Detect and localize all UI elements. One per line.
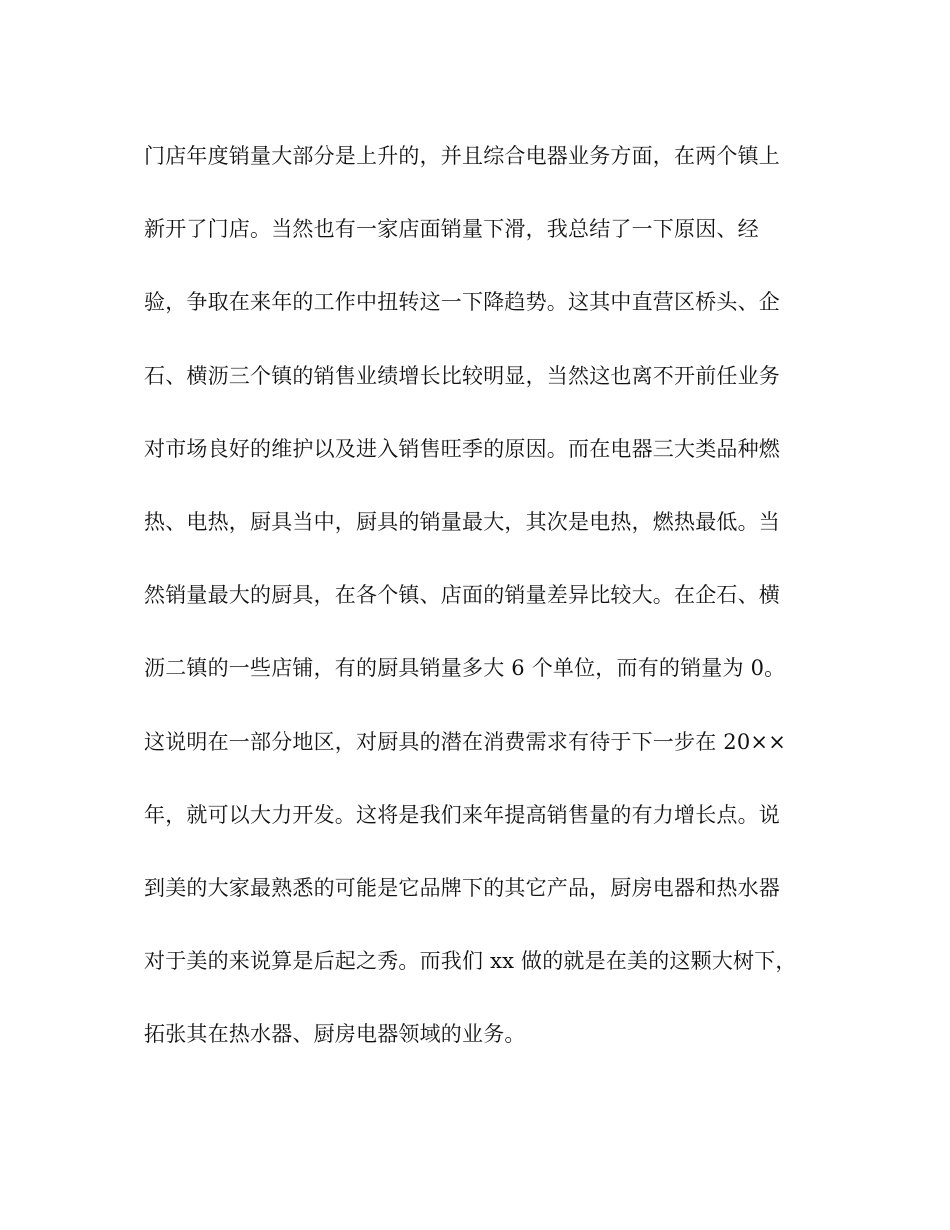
paragraph-line: 验，争取在来年的工作中扭转这一下降趋势。这其中直营区桥头、企 <box>144 290 780 315</box>
paragraph-line: 热、电热，厨具当中，厨具的销量最大，其次是电热，燃热最低。当 <box>144 509 780 534</box>
paragraph-line: 拓张其在热水器、厨房电器领域的业务。 <box>144 1022 526 1047</box>
paragraph-line: 新开了门店。当然也有一家店面销量下滑，我总结了一下原因、经 <box>144 217 759 242</box>
paragraph-line: 对市场良好的维护以及进入销售旺季的原因。而在电器三大类品种燃 <box>144 436 780 461</box>
paragraph-line: 门店年度销量大部分是上升的，并且综合电器业务方面，在两个镇上 <box>144 144 780 168</box>
body-paragraph <box>144 136 814 1087</box>
paragraph-line: 然销量最大的厨具，在各个镇、店面的销量差异比较大。在企石、横 <box>144 583 780 608</box>
paragraph-line: 沥二镇的一些店铺，有的厨具销量多大 6 个单位，而有的销量为 0。 <box>144 656 786 681</box>
paragraph-line: 年，就可以大力开发。这将是我们来年提高销售量的有力增长点。说 <box>144 802 780 827</box>
paragraph-line: 对于美的来说算是后起之秀。而我们 xx 做的就是在美的这颗大树下， <box>144 949 797 974</box>
paragraph-line: 石、横沥三个镇的销售业绩增长比较明显，当然这也离不开前任业务 <box>144 363 780 388</box>
paragraph-line: 到美的大家最熟悉的可能是它品牌下的其它产品，厨房电器和热水器 <box>144 875 780 900</box>
paragraph-line: 这说明在一部分地区，对厨具的潜在消费需求有待于下一步在 20×× <box>144 729 786 754</box>
